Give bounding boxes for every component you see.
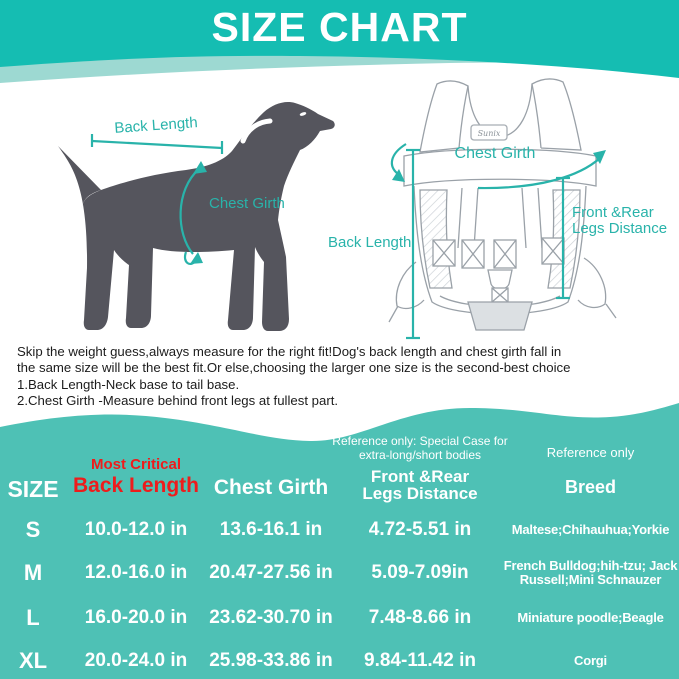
carrier-chest-girth-label: Chest Girth <box>454 145 536 162</box>
breed-value: French Bulldog;hih-tzu; Jack Russell;Mini Schnauzer <box>503 557 678 587</box>
page-title: SIZE CHART <box>211 4 468 50</box>
table-row-m <box>0 551 679 595</box>
dog-chest-girth-label: Chest Girth <box>209 195 285 212</box>
back-length-value: 16.0-20.0 in <box>84 607 188 628</box>
breed-value: Maltese;Chihauhua;Yorkie <box>511 521 670 537</box>
table-row-s <box>0 508 679 552</box>
legs-label-line2: Legs Distance <box>572 220 668 237</box>
table-row-xl <box>0 639 679 679</box>
legs-label-line1: Front &Rear <box>572 204 654 221</box>
measuring-instructions <box>17 344 617 410</box>
brand-tag-text: Sunix <box>477 129 501 138</box>
back-length-value: 20.0-24.0 in <box>84 650 188 671</box>
instructions-line1: Skip the weight guess,always measure for the right fit!Dog's back length and chest girth fall in <box>17 344 562 359</box>
size-value: L <box>26 605 40 630</box>
legs-header-line2: Legs Distance <box>362 484 478 503</box>
chest-girth-value: 23.62-30.70 in <box>209 607 333 628</box>
chest-girth-value: 20.47-27.56 in <box>209 562 333 583</box>
note-most-critical: Most Critical <box>90 456 181 473</box>
legs-distance-value: 4.72-5.51 in <box>368 519 472 540</box>
col-header-breed: Breed <box>564 477 617 497</box>
size-value: S <box>25 517 41 542</box>
chest-girth-value: 25.98-33.86 in <box>209 650 333 671</box>
size-value: XL <box>18 648 48 673</box>
legs-distance-value: 5.09-7.09in <box>371 562 469 583</box>
legs-distance-value: 7.48-8.66 in <box>368 607 472 628</box>
legs-distance-value: 9.84-11.42 in <box>364 650 476 671</box>
breed-value: Miniature poodle;Beagle <box>517 609 664 625</box>
size-value: M <box>23 560 43 585</box>
instructions-line4: 2.Chest Girth -Measure behind front legs at fullest part. <box>17 393 339 409</box>
chest-girth-value: 13.6-16.1 in <box>219 519 323 540</box>
back-length-value: 12.0-16.0 in <box>84 562 188 583</box>
instructions-line3: 1.Back Length-Neck base to tail base. <box>17 376 240 392</box>
table-row-l <box>0 596 679 640</box>
breed-value: Corgi <box>574 652 607 668</box>
col-header-back-length: Back Length <box>72 474 200 497</box>
instructions-line2: the same size will be the best fit.Or else,choosing the larger one size is the second-best choice <box>17 360 571 376</box>
col-header-chest-girth: Chest Girth <box>213 476 329 499</box>
col-header-legs-distance <box>330 468 510 502</box>
back-length-value: 10.0-12.0 in <box>84 519 188 540</box>
carrier-back-length-label: Back Length <box>328 234 412 251</box>
dog-back-length-label: Back Length <box>113 114 199 137</box>
note-legs-reference: Reference only: Special Case for extra-long/short bodies <box>332 434 508 462</box>
carrier-legs-distance-label <box>572 205 667 237</box>
col-header-size: SIZE <box>7 476 59 502</box>
legs-header-line1: Front &Rear <box>370 467 470 486</box>
note-breed-reference: Reference only <box>546 445 635 460</box>
